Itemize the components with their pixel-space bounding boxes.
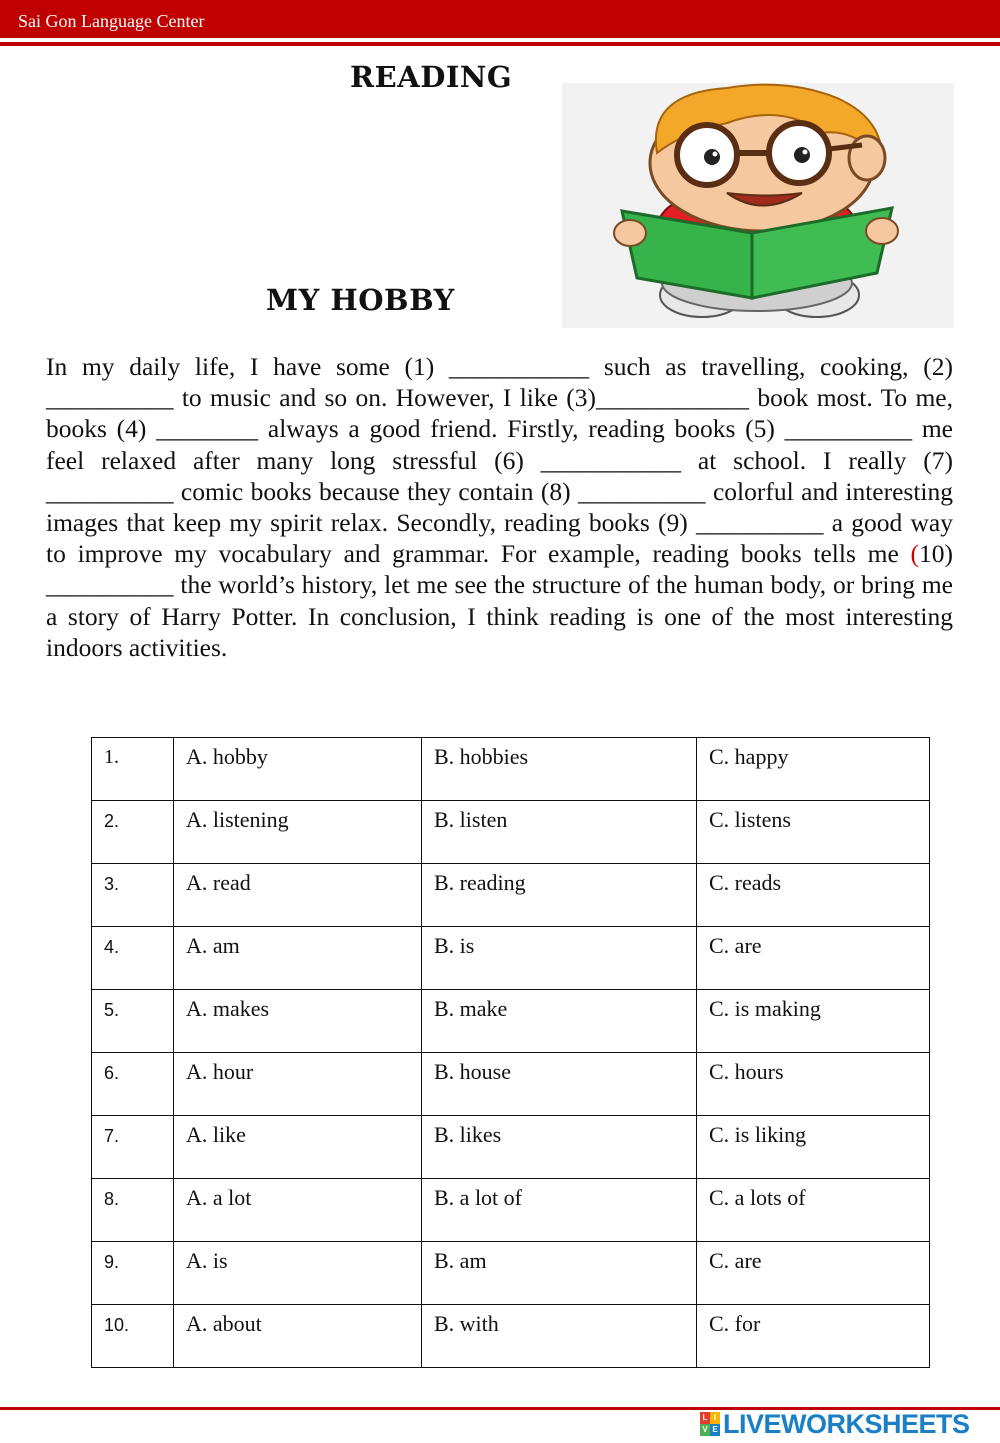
question-row (92, 927, 930, 990)
option-b[interactable]: B. reading (422, 864, 697, 927)
question-number: 7. (92, 1116, 174, 1179)
option-a[interactable]: A. a lot (174, 1179, 422, 1242)
option-c[interactable]: C. listens (697, 801, 930, 864)
question-number: 5. (92, 990, 174, 1053)
page-title: READING (350, 60, 513, 94)
question-number: 2. (92, 801, 174, 864)
question-number: 3. (92, 864, 174, 927)
liveworksheets-logo (700, 1408, 970, 1440)
question-number: 8. (92, 1179, 174, 1242)
option-c[interactable]: C. happy (697, 738, 930, 801)
option-c[interactable]: C. are (697, 1242, 930, 1305)
option-a[interactable]: A. listening (174, 801, 422, 864)
option-a[interactable]: A. read (174, 864, 422, 927)
question-number: 10. (92, 1305, 174, 1368)
option-c[interactable]: C. hours (697, 1053, 930, 1116)
logo-text: LIVEWORKSHEETS (723, 1408, 970, 1439)
question-number: 1. (92, 738, 174, 801)
question-row (92, 738, 930, 801)
option-b[interactable]: B. likes (422, 1116, 697, 1179)
option-c[interactable]: C. a lots of (697, 1179, 930, 1242)
option-b[interactable]: B. with (422, 1305, 697, 1368)
passage-text-1: In my daily life, I have some (1) ___________ such as travelling, cooking, (2) __________ to music and so on. However, I like (3)____________ book most. To me, books (4) ________ always a good friend. Firstly, reading books (5) __________ me feel relaxed after many long stressful (6) ___________ at school. I really (7) __________ comic books because they contain (8) __________ colorful and interesting images that keep my spirit relax. Secondly, reading books (9) __________ a good way to improve my vocabulary and grammar. For example, reading books tells me (46, 352, 953, 569)
question-row (92, 1179, 930, 1242)
option-a[interactable]: A. hour (174, 1053, 422, 1116)
option-a[interactable]: A. hobby (174, 738, 422, 801)
logo-icon: L I V E (700, 1412, 720, 1436)
passage-title: MY HOBBY (266, 283, 455, 317)
answer-choices-table (91, 737, 930, 1368)
header-bar (0, 0, 1000, 38)
center-name: Sai Gon Language Center (18, 11, 205, 31)
option-a[interactable]: A. like (174, 1116, 422, 1179)
option-a[interactable]: A. about (174, 1305, 422, 1368)
question-number: 6. (92, 1053, 174, 1116)
option-c[interactable]: C. is liking (697, 1116, 930, 1179)
reading-passage (46, 351, 953, 663)
option-c[interactable]: C. reads (697, 864, 930, 927)
passage-red-paren: ( (910, 539, 919, 569)
question-row (92, 864, 930, 927)
question-row (92, 1053, 930, 1116)
option-c[interactable]: C. is making (697, 990, 930, 1053)
question-row (92, 801, 930, 864)
question-number: 4. (92, 927, 174, 990)
question-row (92, 1116, 930, 1179)
option-b[interactable]: B. a lot of (422, 1179, 697, 1242)
question-row (92, 1305, 930, 1368)
option-a[interactable]: A. am (174, 927, 422, 990)
question-row (92, 990, 930, 1053)
question-number: 9. (92, 1242, 174, 1305)
option-b[interactable]: B. hobbies (422, 738, 697, 801)
option-b[interactable]: B. am (422, 1242, 697, 1305)
question-row (92, 1242, 930, 1305)
option-c[interactable]: C. for (697, 1305, 930, 1368)
passage-text-2: 10) __________ the world’s history, let me see the structure of the human body, or bring me a story of Harry Potter. In conclusion, I think reading is one of the most interesting indoors activities. (46, 539, 953, 662)
option-c[interactable]: C. are (697, 927, 930, 990)
option-b[interactable]: B. make (422, 990, 697, 1053)
option-b[interactable]: B. listen (422, 801, 697, 864)
option-b[interactable]: B. is (422, 927, 697, 990)
header-divider (0, 42, 1000, 46)
option-a[interactable]: A. makes (174, 990, 422, 1053)
option-b[interactable]: B. house (422, 1053, 697, 1116)
boy-reading-illustration (562, 83, 954, 328)
option-a[interactable]: A. is (174, 1242, 422, 1305)
